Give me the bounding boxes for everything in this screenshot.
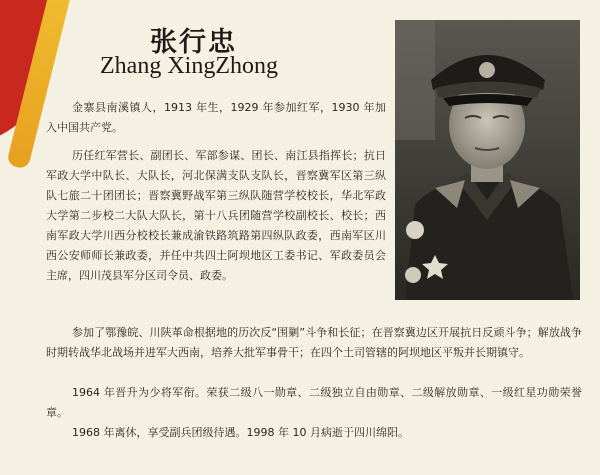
bio-paragraph-4: 1964 年晋升为少将军衔。荣获二级八一勋章、二级独立自由勋章、二级解放勋章、一级红星功勋荣誉章。 [46,386,582,419]
name-chinese: 张行忠 [150,27,237,58]
portrait-illustration [395,20,580,300]
bio-paragraph-2: 历任红军营长、副团长、军部参谋、团长、南江县指挥长；抗日军政大学中队长、大队长，河北保满支队支队长，晋察冀军区第三纵队七旅二十团团长；晋察冀野战军第三纵队随营学校校长，华北军政大学第二步校二大队大队长，第十八兵团随营学校副校长、校长；西南军政大学川西分校校长兼成渝铁路筑路第四纵队政委，西南军区川西公安师师长兼政委，并任中共四土阿坝地区工委书记、军政委员会主席，四川茂县军分区司令员、政委。 [46,149,386,282]
bio-paragraph-5: 1968 年离休，享受副兵团级待遇。1998 年 10 月病逝于四川绵阳。 [72,426,409,439]
bio-paragraph-1: 金寨县南溪镇人，1913 年生，1929 年参加红军，1930 年加入中国共产党。 [46,101,386,134]
name-english: Zhang XingZhong [100,53,278,79]
bio-paragraph-3: 参加了鄂豫皖、川陕革命根据地的历次反“围剿”斗争和长征；在晋察冀边区开展抗日反顽斗争；解放战争时期转战华北战场并进军大西南，培养大批军事骨干；在四个土司管辖的阿坝地区平叛并长期镇守。 [46,326,582,359]
portrait-photo [395,20,580,300]
